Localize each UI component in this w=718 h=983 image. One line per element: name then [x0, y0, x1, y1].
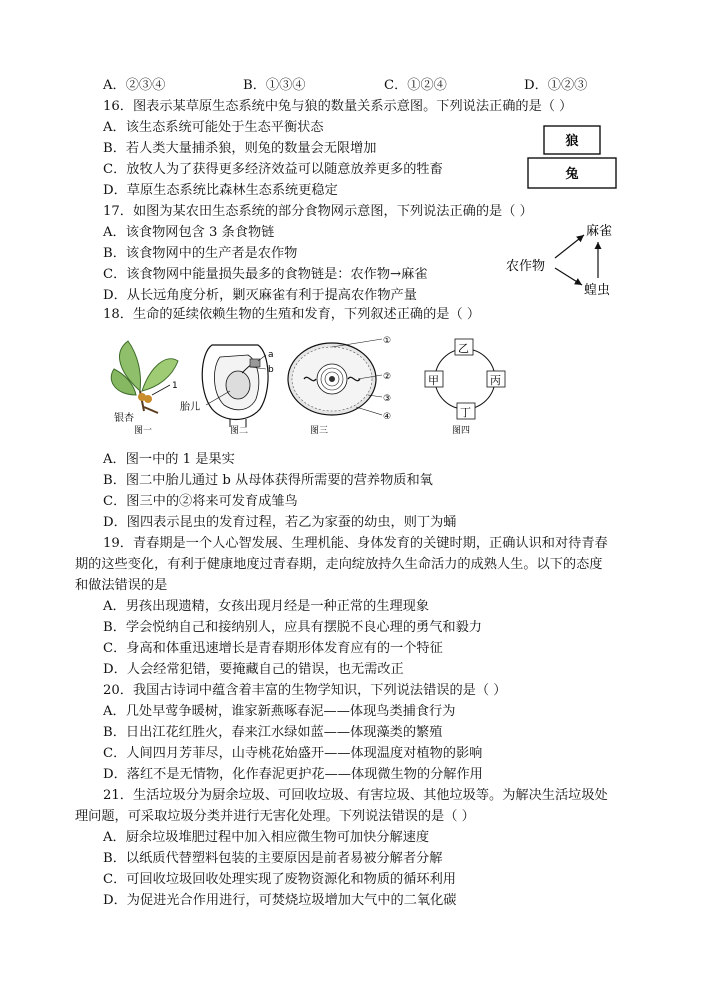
fig2-fetus: [180, 345, 274, 436]
fig1-ginkgo: [111, 341, 178, 436]
q19-stem-line3: 和做法错误的是: [75, 578, 168, 593]
q21-option-d: D．为促进光合作用进行，可焚烧垃圾增加大气中的二氧化碳: [103, 893, 457, 908]
q15-option-a: A．②③④: [103, 78, 166, 93]
q21-stem-line2: 理问题，可采取垃圾分类并进行无害化处理。下列说法错误的是（ ）: [75, 809, 475, 824]
fig4-stage-bing: 丙: [490, 374, 501, 387]
q18-option-a: A．图一中的 1 是果实: [103, 452, 235, 467]
fig2-mark-a: a: [268, 350, 274, 360]
q17-option-d: D．从长远角度分析，剿灭麻雀有利于提高农作物产量: [103, 288, 417, 303]
q17-food-web-figure: [500, 218, 640, 302]
q16-option-a: A．该生态系统可能处于生态平衡状态: [103, 120, 324, 135]
q18-figures: [100, 333, 520, 438]
q20-option-a: A．几处早莺争暖树，谁家新燕啄春泥——体现鸟类捕食行为: [103, 704, 456, 719]
fig1-name: 银杏: [114, 413, 134, 424]
q16-option-b: B．若人类大量捕杀狼，则兔的数量会无限增加: [103, 141, 377, 156]
q18-stem: 18．生命的延续依赖生物的生殖和发育，下列叙述正确的是（ ）: [103, 307, 481, 322]
q16-option-d: D．草原生态系统比森林生态系统更稳定: [103, 183, 338, 198]
q18-option-c: C．图三中的②将来可发育成雏鸟: [103, 494, 298, 509]
wolf-label: 狼: [565, 134, 579, 149]
q21-stem-line1: 21．生活垃圾分为厨余垃圾、可回收垃圾、有害垃圾、其他垃圾等。为解决生活垃圾处: [103, 788, 608, 803]
q19-stem-line2: 期的这些变化，有利于健康地度过青春期，走向绽放持久生命活力的成熟人生。以下的态度: [75, 557, 603, 572]
fig4-stage-jia: 甲: [428, 374, 439, 387]
q18-option-d: D．图四表示昆虫的发育过程，若乙为家蚕的幼虫，则丁为蛹: [103, 515, 457, 530]
fig1-caption: 图一: [134, 426, 153, 436]
food-web-bird: 麻雀: [586, 224, 613, 239]
q15-option-c: C．①②④: [384, 78, 447, 93]
q20-stem: 20．我国古诗词中蕴含着丰富的生物学知识，下列说法错误的是（ ）: [103, 683, 507, 698]
q15-option-b: B．①③④: [243, 78, 306, 93]
fig4-stage-ding: 丁: [460, 406, 471, 419]
q19-option-d: D．人会经常犯错，要掩藏自己的错误，也无需改正: [103, 662, 404, 677]
q21-option-b: B．以纸质代替塑料包装的主要原因是前者易被分解者分解: [103, 851, 443, 866]
fig4-cycle: [425, 339, 505, 436]
food-web-producer: 农作物: [506, 259, 546, 274]
fig4-caption: 图四: [452, 426, 471, 436]
fig3-caption: 图三: [310, 426, 329, 436]
food-web-insect: 蝗虫: [584, 283, 611, 298]
q18-option-b: B．图二中胎儿通过 b 从母体获得所需要的营养物质和氧: [103, 473, 433, 488]
fig3-mark-4: ④: [383, 412, 392, 422]
q19-option-a: A．男孩出现遗精，女孩出现月经是一种正常的生理现象: [103, 599, 430, 614]
q21-option-c: C．可回收垃圾回收处理实现了废物资源化和物质的循环利用: [103, 872, 456, 887]
fig2-mark-b: b: [268, 365, 274, 375]
q17-option-c: C．该食物网中能量损失最多的食物链是：农作物→麻雀: [103, 267, 428, 282]
arrow-crop-to-bird: [555, 235, 584, 258]
fig2-label: 胎儿: [180, 402, 200, 413]
q19-option-b: B．学会悦纳自己和接纳别人，应具有摆脱不良心理的勇气和毅力: [103, 620, 482, 635]
q21-option-a: A．厨余垃圾堆肥过程中加入相应微生物可加快分解速度: [103, 830, 430, 845]
fig3-egg: [288, 336, 391, 436]
fig4-stage-yi: 乙: [458, 342, 469, 355]
q19-stem-line1: 19．青春期是一个人心智发展、生理机能、身体发育的关键时期，正确认识和对待青春: [103, 536, 608, 551]
q17-stem: 17．如图为某农田生态系统的部分食物网示意图，下列说法正确的是（ ）: [103, 204, 533, 219]
fig3-mark-3: ③: [383, 394, 392, 404]
q19-option-c: C．身高和体重迅速增长是青春期形体发育应有的一个特征: [103, 641, 443, 656]
rabbit-label: 兔: [565, 167, 579, 182]
q20-option-b: B．日出江花红胜火，春来江水绿如蓝——体现藻类的繁殖: [103, 725, 443, 740]
q20-option-d: D．落红不是无情物，化作春泥更护花——体现微生物的分解作用: [103, 767, 483, 782]
q16-stem: 16．图表示某草原生态系统中兔与狼的数量关系示意图。下列说法正确的是（ ）: [103, 99, 573, 114]
q20-option-c: C．人间四月芳菲尽，山寺桃花始盛开——体现温度对植物的影响: [103, 746, 483, 761]
fig2-caption: 图二: [230, 426, 249, 436]
fig3-mark-2: ②: [383, 372, 392, 382]
q15-option-d: D．①②③: [524, 78, 588, 93]
q17-option-a: A．该食物网包含 3 条食物链: [103, 225, 275, 240]
q16-pyramid-figure: [520, 122, 620, 192]
fig1-mark: 1: [172, 381, 178, 391]
fig3-mark-1: ①: [383, 336, 392, 346]
q16-option-c: C．放牧人为了获得更多经济效益可以随意放养更多的牲畜: [103, 162, 443, 177]
arrow-crop-to-insect: [555, 268, 582, 285]
q17-option-b: B．该食物网中的生产者是农作物: [103, 246, 298, 261]
